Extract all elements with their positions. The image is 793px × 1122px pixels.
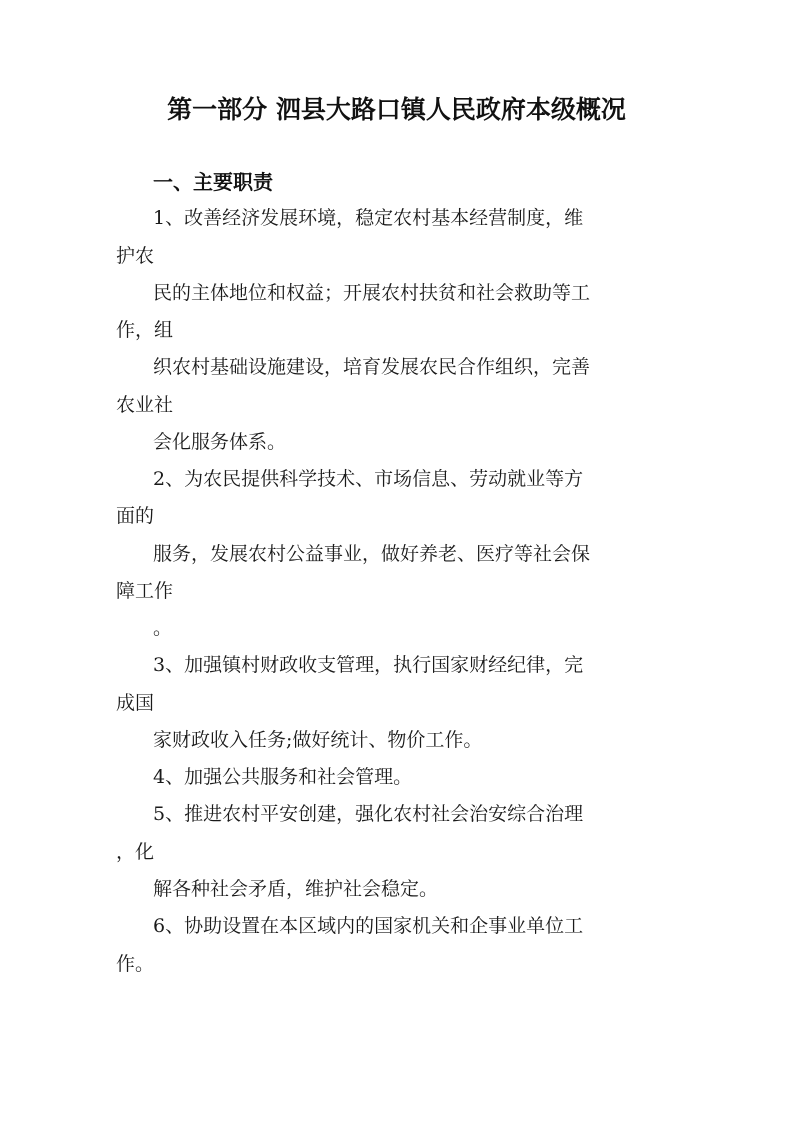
duty-2-line-5: 。: [153, 617, 173, 639]
duty-5-line-1: 5、推进农村平安创建，强化农村社会治安综合治理: [153, 803, 584, 825]
section-heading: 一、主要职责: [153, 170, 273, 194]
duty-3-line-2: 成国: [116, 692, 155, 714]
duty-6-line-2: 作。: [116, 953, 155, 975]
duty-5-line-2: ，化: [116, 841, 155, 863]
page-title: 第一部分 泗县大路口镇人民政府本级概况: [167, 95, 626, 124]
duty-1-line-2: 护农: [116, 245, 155, 267]
duty-1-line-5: 织农村基础设施建设，培育发展农民合作组织，完善: [153, 356, 591, 378]
duty-2-line-1: 2、为农民提供科学技术、市场信息、劳动就业等方: [153, 468, 584, 490]
duty-2-line-3: 服务，发展农村公益事业，做好养老、医疗等社会保: [153, 543, 591, 565]
duty-1-line-3: 民的主体地位和权益；开展农村扶贫和社会救助等工: [153, 282, 591, 304]
duty-1-line-4: 作，组: [116, 319, 174, 341]
duty-3-line-1: 3、加强镇村财政收支管理，执行国家财经纪律，完: [153, 654, 584, 676]
duty-4-line-1: 4、加强公共服务和社会管理。: [153, 766, 413, 788]
duty-2-line-4: 障工作: [116, 580, 174, 602]
duty-1-line-7: 会化服务体系。: [153, 431, 287, 453]
duty-6-line-1: 6、协助设置在本区域内的国家机关和企事业单位工: [153, 915, 584, 937]
duty-2-line-2: 面的: [116, 505, 155, 527]
duty-5-line-3: 解各种社会矛盾，维护社会稳定。: [153, 878, 439, 900]
duty-3-line-3: 家财政收入任务;做好统计、物价工作。: [153, 729, 483, 751]
duty-1-line-6: 农业社: [116, 394, 174, 416]
duty-1-line-1: 1、改善经济发展环境，稳定农村基本经营制度，维: [153, 207, 584, 229]
